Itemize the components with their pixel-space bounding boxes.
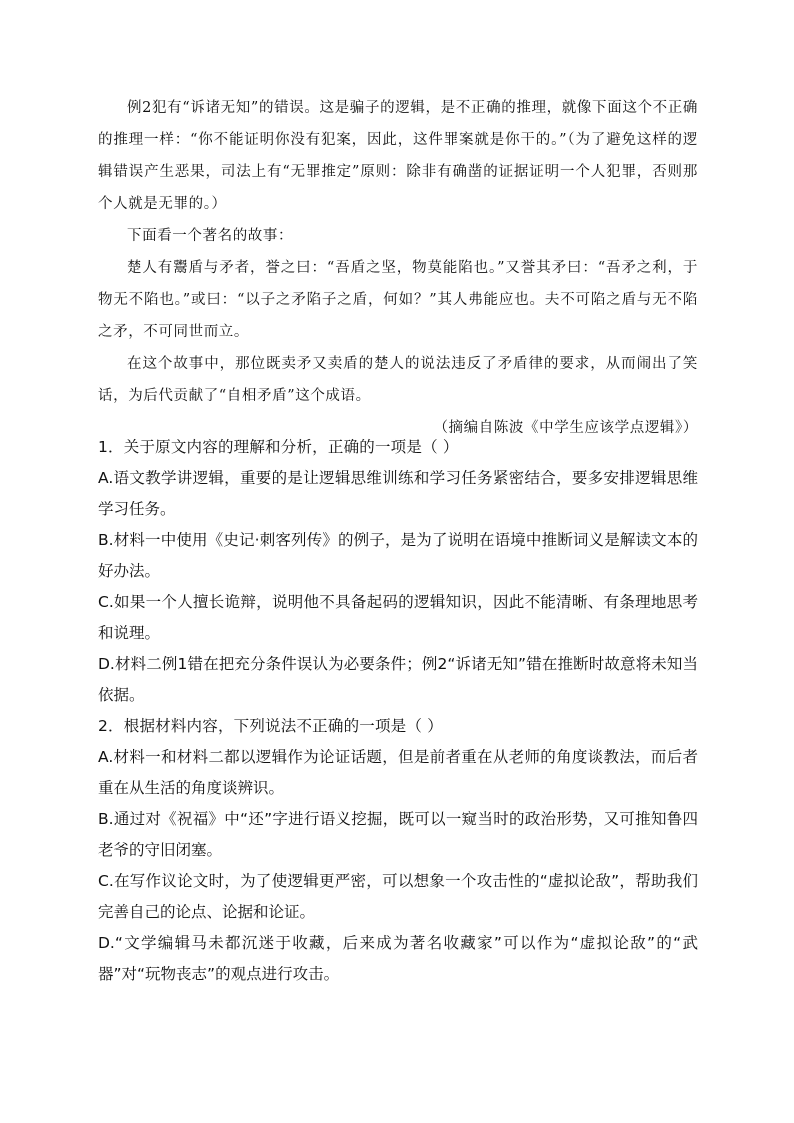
option-b: B.通过对《祝福》中“还”字进行语义挖掘，既可以一窥当时的政治形势，又可推知鲁四老爷的守旧闭塞。 [98,810,698,859]
option-d: D.“文学编辑马未都沉迷于收藏，后来成为著名收藏家”可以作为“虚拟论敌”的“武器”对“玩物丧志”的观点进行攻击。 [98,934,698,983]
question-2 [98,711,698,990]
passage-paragraph: 在这个故事中，那位既卖矛又卖盾的楚人的说法违反了矛盾律的要求，从而闹出了笑话，为后代贡献了“自相矛盾”这个成语。 [98,356,698,404]
option-c: C.如果一个人擅长诡辩，说明他不具备起码的逻辑知识，因此不能清晰、有条理地思考和说理。 [98,593,698,642]
question-list [98,432,698,990]
option-b: B.材料一中使用《史记·刺客列传》的例子，是为了说明在语境中推断词义是解读文本的好办法。 [98,531,698,580]
passage-paragraph: 楚人有鬻盾与矛者，誉之曰：“吾盾之坚，物莫能陷也。”又誉其矛曰：“吾矛之利，于物无不陷也。”或曰：“以子之矛陷子之盾，何如？”其人弗能应也。夫不可陷之盾与无不陷之矛，不可同世而立。 [98,260,698,340]
question-stem: 2．根据材料内容，下列说法不正确的一项是（ ） [98,717,443,735]
reading-passage [98,92,698,444]
passage-source: （摘编自陈波《中学生应该学点逻辑》） [433,420,698,436]
passage-paragraph: 下面看一个著名的故事： [127,228,294,244]
option-a: A.材料一和材料二都以逻辑作为论证话题，但是前者重在从老师的角度谈教法，而后者重在从生活的角度谈辨识。 [98,748,698,797]
passage-paragraph: 例2犯有“诉诸无知”的错误。这是骗子的逻辑，是不正确的推理，就像下面这个不正确的推理一样：“你不能证明你没有犯案，因此，这件罪案就是你干的。”（为了避免这样的逻辑错误产生恶果，司法上有“无罪推定”原则：除非有确凿的证据证明一个人犯罪，否则那个人就是无罪的。） [98,100,698,212]
option-d: D.材料二例1错在把充分条件误认为必要条件；例2“诉诸无知”错在推断时故意将未知当依据。 [98,655,698,704]
question-1 [98,432,698,711]
question-stem: 1．关于原文内容的理解和分析，正确的一项是（ ） [98,438,459,456]
option-c: C.在写作议论文时，为了使逻辑更严密，可以想象一个攻击性的“虚拟论敌”，帮助我们完善自己的论点、论据和论证。 [98,872,698,921]
option-a: A.语文教学讲逻辑，重要的是让逻辑思维训练和学习任务紧密结合，要多安排逻辑思维学习任务。 [98,469,698,518]
